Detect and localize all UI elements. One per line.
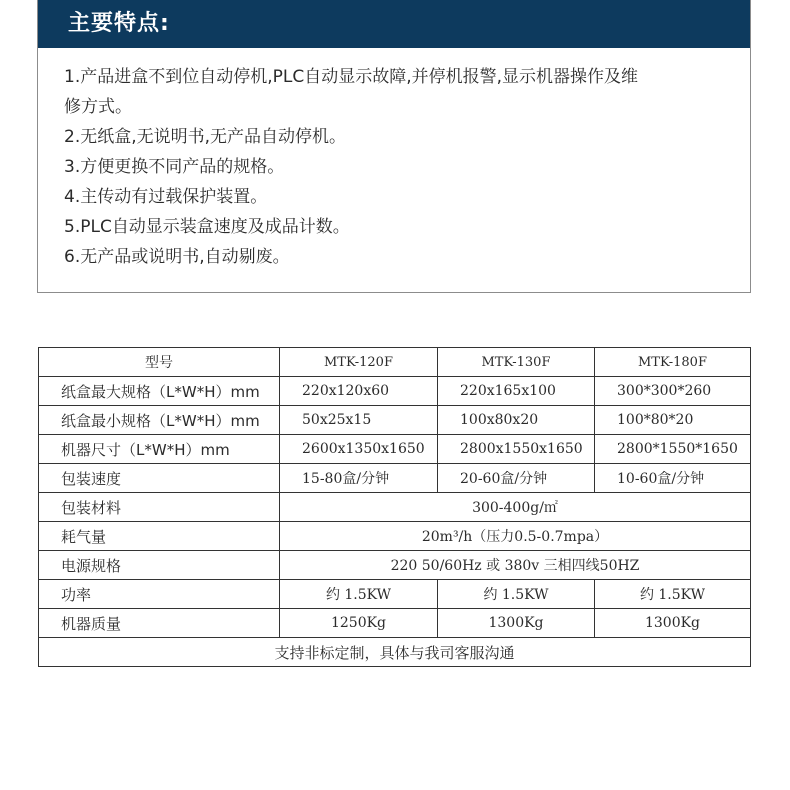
row-label: 耗气量 bbox=[39, 522, 280, 551]
table-row bbox=[39, 406, 751, 435]
cell-value: 15-80盒/分钟 bbox=[280, 464, 438, 493]
cell-value: 2800x1550x1650 bbox=[438, 435, 595, 464]
feature-item: 1.产品进盒不到位自动停机,PLC自动显示故障,并停机报警,显示机器操作及维 bbox=[64, 67, 639, 87]
row-label: 纸盒最小规格（L*W*H）mm bbox=[39, 406, 280, 435]
cell-value: 300*300*260 bbox=[595, 377, 751, 406]
cell-value: 1300Kg bbox=[595, 609, 751, 638]
spec-table bbox=[38, 347, 751, 667]
row-label: 功率 bbox=[39, 580, 280, 609]
table-row bbox=[39, 435, 751, 464]
row-label: 包装速度 bbox=[39, 464, 280, 493]
row-label: 纸盒最大规格（L*W*H）mm bbox=[39, 377, 280, 406]
table-row-footer bbox=[39, 638, 751, 667]
table-row bbox=[39, 580, 751, 609]
feature-item: 2.无纸盒,无说明书,无产品自动停机。 bbox=[64, 127, 347, 147]
cell-value: 2800*1550*1650 bbox=[595, 435, 751, 464]
cell-value: 约 1.5KW bbox=[438, 580, 595, 609]
feature-list bbox=[38, 48, 750, 272]
model-name: MTK-120F bbox=[280, 348, 438, 377]
cell-value: 220x165x100 bbox=[438, 377, 595, 406]
cell-value: 220 50/60Hz 或 380v 三相四线50HZ bbox=[280, 551, 751, 580]
table-row bbox=[39, 493, 751, 522]
cell-value: 1300Kg bbox=[438, 609, 595, 638]
custom-note: 支持非标定制，具体与我司客服沟通 bbox=[39, 638, 751, 667]
model-name: MTK-130F bbox=[438, 348, 595, 377]
feature-item: 5.PLC自动显示装盒速度及成品计数。 bbox=[64, 217, 350, 237]
table-row bbox=[39, 464, 751, 493]
feature-item: 3.方便更换不同产品的规格。 bbox=[64, 157, 285, 177]
cell-value: 20-60盒/分钟 bbox=[438, 464, 595, 493]
cell-value: 约 1.5KW bbox=[280, 580, 438, 609]
cell-value: 20m³/h（压力0.5-0.7mpa） bbox=[280, 522, 751, 551]
features-title: 主要特点: bbox=[38, 0, 750, 48]
cell-value: 2600x1350x1650 bbox=[280, 435, 438, 464]
cell-value: 10-60盒/分钟 bbox=[595, 464, 751, 493]
model-label: 型号 bbox=[39, 348, 280, 377]
row-label: 机器尺寸（L*W*H）mm bbox=[39, 435, 280, 464]
row-label: 电源规格 bbox=[39, 551, 280, 580]
cell-value: 约 1.5KW bbox=[595, 580, 751, 609]
table-row bbox=[39, 522, 751, 551]
cell-value: 300-400g/㎡ bbox=[280, 493, 751, 522]
cell-value: 50x25x15 bbox=[280, 406, 438, 435]
table-row bbox=[39, 609, 751, 638]
feature-item: 修方式。 bbox=[64, 97, 132, 117]
model-name: MTK-180F bbox=[595, 348, 751, 377]
feature-item: 4.主传动有过载保护装置。 bbox=[64, 187, 268, 207]
cell-value: 220x120x60 bbox=[280, 377, 438, 406]
table-row bbox=[39, 551, 751, 580]
table-row-header bbox=[39, 348, 751, 377]
row-label: 机器质量 bbox=[39, 609, 280, 638]
table-row bbox=[39, 377, 751, 406]
cell-value: 100x80x20 bbox=[438, 406, 595, 435]
cell-value: 1250Kg bbox=[280, 609, 438, 638]
row-label: 包装材料 bbox=[39, 493, 280, 522]
feature-item: 6.无产品或说明书,自动剔废。 bbox=[64, 247, 290, 267]
cell-value: 100*80*20 bbox=[595, 406, 751, 435]
features-panel bbox=[37, 0, 751, 293]
